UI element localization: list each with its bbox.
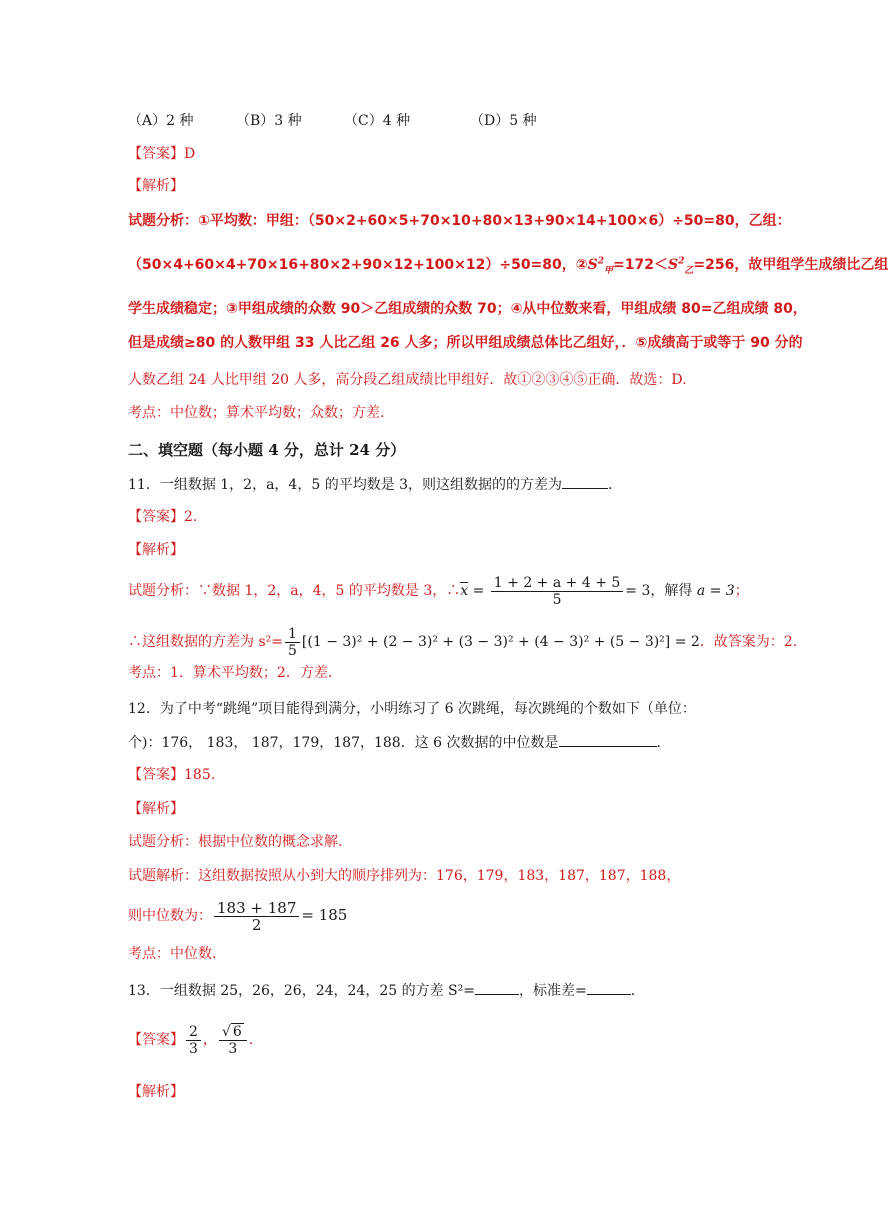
q11-stem-end: . [608, 477, 613, 493]
median-result: = 185 [301, 906, 348, 924]
variance-numerator: 1 [285, 626, 300, 643]
options-row [128, 111, 537, 131]
answer-label: 【答案】 [128, 767, 184, 783]
q10-analysis-line5: 人数乙组 24 人比甲组 20 人多，高分段乙组成绩比甲组好．故①②③④⑤正确．故选：D. [128, 372, 687, 388]
q12-analysis-line2: 试题解析：这组数据按照从小到大的顺序排列为：176，179，183，187，187，188， [128, 868, 681, 884]
q12-stem-line2 [128, 732, 661, 753]
q13-stem-end: . [630, 983, 636, 999]
x-bar: $\overline{x}$ [460, 583, 469, 599]
q11-stem [128, 474, 613, 495]
answer-value: 2. [184, 509, 198, 525]
answer-label: 【答案】 [128, 509, 184, 525]
s-jia-variance: $S^2_甲$ [587, 256, 614, 276]
variance-denominator: 5 [287, 642, 297, 659]
q10-analysis-line4: 但是成绩≥80 的人数甲组 33 人比乙组 26 人多；所以甲组成绩总体比乙组好，．⑤成绩高于或等于 90 分的 [128, 335, 803, 351]
variance-expression: [(1 − 3)² + (2 − 3)² + (3 − 3)² + (4 − 3)² + (5 − 3)²] = 2 [301, 634, 700, 650]
q11-analysis-mean [128, 571, 749, 611]
answer-fraction-2 [219, 1024, 247, 1057]
fraction-2-numerator [219, 1024, 247, 1041]
q12-analysis-label: 【解析】 [128, 801, 184, 817]
answer-separator: ， [202, 1032, 217, 1048]
a-equals-3: a = 3 [692, 583, 735, 599]
q10-line2-part-a: （50×4+60×4+70×16+80×2+90×12+100×12）÷50=80，② [128, 257, 588, 273]
median-prefix: 则中位数为： [128, 908, 212, 924]
answer-blank [562, 474, 608, 489]
section-title: 二、填空题（每小题 4 分，总计 24 分） [128, 441, 406, 459]
s-yi-variance: $S^2_乙$ [668, 256, 694, 276]
answer-end: . [248, 1032, 254, 1048]
q10-analysis-line3: 学生成绩稳定；③甲组成绩的众数 90＞乙组成绩的众数 70；④从中位数来看，甲组成绩 80=乙组成绩 80， [128, 301, 807, 317]
fraction-1-numerator: 2 [186, 1024, 201, 1041]
q12-stem-end: . [656, 735, 661, 751]
q11-stem-text: 11．一组数据 1，2，a，4，5 的平均数是 3，则这组数据的的方差为 [128, 477, 563, 493]
q12-stem-text: 个)：176， 183， 187，179，187，188．这 6 次数据的中位数是 [128, 735, 559, 751]
q12-stem-line1: 12．为了中考“跳绳”项目能得到满分，小明练习了 6 次跳绳，每次跳绳的个数如下（单位： [128, 701, 696, 717]
option-b: （B）3 种 [236, 113, 302, 129]
q10-analysis-line2 [128, 255, 888, 275]
sqrt-symbol [222, 1024, 244, 1040]
mean-fraction [491, 575, 624, 608]
q13-answer [128, 1018, 253, 1062]
median-fraction [214, 900, 299, 933]
equals-sign: = [468, 583, 489, 599]
mean-denominator: 5 [552, 591, 562, 608]
answer-label: 【答案】 [128, 146, 184, 162]
q13-analysis-label: 【解析】 [128, 1084, 184, 1100]
median-numerator: 183 + 187 [214, 900, 299, 917]
option-c: （C）4 种 [344, 113, 411, 129]
radicand: 6 [232, 1023, 242, 1040]
q12-kaodian: 考点：中位数. [128, 946, 217, 962]
answer-fraction-1 [186, 1024, 201, 1057]
answer-label: 【答案】 [128, 1032, 184, 1048]
answer-value: 185. [184, 767, 216, 783]
answer-blank [559, 732, 657, 747]
q10-analysis-label: 【解析】 [128, 178, 184, 194]
q10-line2-part-c: =256，故甲组学生成绩比乙组 [693, 257, 888, 273]
q10-line2-part-b: =172＜ [613, 257, 668, 273]
q11-analysis-text-b: = 3，解得 [625, 583, 693, 599]
variance-prefix: ∴这组数据的方差为 s²= [128, 634, 283, 650]
option-d: （D）5 种 [470, 113, 537, 129]
q12-median-line [128, 895, 347, 936]
mean-numerator: 1 + 2 + a + 4 + 5 [491, 575, 624, 592]
option-a: （A）2 种 [128, 113, 194, 129]
q11-analysis-label: 【解析】 [128, 542, 184, 558]
variance-blank [475, 980, 519, 995]
median-denominator: 2 [251, 915, 262, 934]
q13-stem [128, 980, 635, 1001]
radical-sign: √ [221, 1023, 231, 1040]
q11-analysis-text-c: ； [734, 583, 749, 599]
q13-stem-text-a: 13．一组数据 25，26，26，24，24，25 的方差 S²= [128, 983, 475, 999]
q12-answer [128, 765, 215, 785]
fraction-1-denominator: 3 [189, 1040, 198, 1057]
q11-analysis-text-a: 试题分析：∵数据 1，2，a，4，5 的平均数是 3，∴ [128, 583, 461, 599]
q11-analysis-variance [128, 622, 797, 662]
q10-answer [128, 144, 195, 164]
variance-fraction [285, 626, 300, 659]
q10-analysis-line1: 试题分析：①平均数：甲组：（50×2+60×5+70×10+80×13+90×14+100×6）÷50=80，乙组： [128, 213, 791, 229]
answer-value: D [184, 146, 196, 162]
variance-suffix: ．故答案为：2. [699, 634, 798, 650]
q11-kaodian: 考点：1．算术平均数；2．方差. [128, 665, 333, 681]
q13-stem-text-b: ，标准差= [519, 983, 587, 999]
q10-kaodian: 考点：中位数；算术平均数；众数；方差. [128, 405, 385, 421]
q12-analysis-line1: 试题分析：根据中位数的概念求解. [128, 834, 343, 850]
fraction-2-denominator: 3 [228, 1040, 238, 1057]
std-blank [587, 980, 631, 995]
q11-answer [128, 507, 197, 527]
